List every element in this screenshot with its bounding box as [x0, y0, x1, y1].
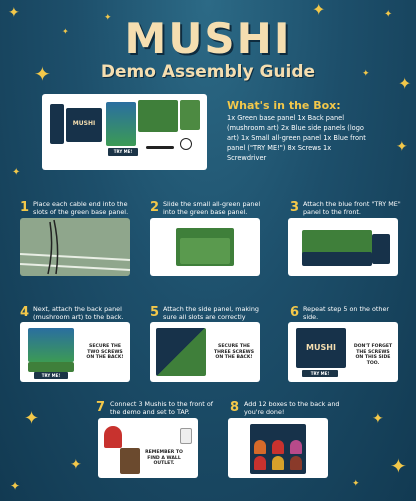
base-panel-green — [28, 362, 74, 372]
star-icon: ✦ — [312, 0, 326, 19]
step-6-image — [288, 322, 398, 382]
page-title: MUSHI — [124, 14, 292, 63]
step-6-text: Repeat step 5 on the other side. — [303, 305, 390, 321]
star-icon: ✦ — [34, 62, 51, 86]
side-panel-blue — [156, 328, 206, 376]
cable-icon — [20, 218, 130, 276]
demo-stand — [120, 448, 140, 474]
outlet-icon — [180, 428, 192, 444]
box-contents-text: 1x Green base panel 1x Back panel (mushroom art) 2x Blue side panels (logo art) 1x Small all-green panel 1x Blue front panel ("TRY ME!") 8x Screws 1x Screwdriver — [227, 114, 366, 162]
star-icon: ✦ — [384, 9, 393, 20]
star-icon: ✦ — [352, 479, 360, 489]
mushi-toy-icon — [104, 426, 122, 448]
mushi-box-icon — [272, 440, 284, 454]
page-subtitle: Demo Assembly Guide — [100, 62, 316, 82]
box-contents-image — [42, 94, 207, 170]
star-icon: ✦ — [390, 454, 407, 478]
mushi-box-icon — [290, 456, 302, 470]
box-heading: What's in the Box: — [227, 99, 341, 112]
star-icon: ✦ — [24, 408, 40, 429]
step-3-image — [288, 218, 398, 276]
step-1-number: 1 — [20, 200, 30, 215]
small-green-panel — [180, 238, 230, 264]
cable-icon — [180, 138, 192, 150]
step-7-number: 7 — [96, 400, 106, 415]
star-icon: ✦ — [62, 27, 69, 36]
tryme-panel: TRY ME! — [302, 370, 338, 377]
base-panel-green — [138, 100, 178, 132]
logo-text: MUSHI — [72, 120, 96, 127]
step-2-text: Slide the small all-green panel into the green base panel. — [163, 200, 261, 216]
step-5-number: 5 — [150, 305, 160, 320]
step-5-callout: SECURE THE THREE SCREWS ON THE BACK! — [213, 344, 255, 360]
tryme-panel: TRY ME! — [34, 372, 68, 379]
mushi-box-icon — [254, 440, 266, 454]
tryme-panel — [302, 252, 372, 266]
side-panel-blue — [50, 104, 64, 144]
side-panel-blue — [372, 234, 390, 264]
logo-text: MUSHI — [306, 343, 336, 352]
step-1-text: Place each cable end into the slots of the green base panel. — [33, 200, 129, 216]
step-8-image — [228, 418, 328, 478]
step-3-number: 3 — [290, 200, 300, 215]
star-icon: ✦ — [362, 69, 370, 79]
star-icon: ✦ — [8, 5, 20, 21]
step-8-text: Add 12 boxes to the back and you're done! — [244, 400, 340, 416]
side-panel-logo — [66, 108, 102, 142]
step-7-image — [98, 418, 198, 478]
screwdriver-icon — [146, 146, 174, 149]
step-7-text: Connect 3 Mushis to the front of the demo and set to TAP. — [110, 400, 213, 416]
mushi-box-icon — [254, 456, 266, 470]
star-icon: ✦ — [398, 74, 412, 93]
star-icon: ✦ — [396, 139, 408, 155]
step-4-callout: SECURE THE TWO SCREWS ON THE BACK! — [86, 344, 124, 360]
star-icon: ✦ — [10, 479, 21, 493]
step-4-image — [20, 322, 130, 382]
step-8-number: 8 — [230, 400, 240, 415]
star-icon: ✦ — [104, 13, 112, 23]
step-6-number: 6 — [290, 305, 300, 320]
step-6-callout: DON'T FORGET THE SCREWS ON THIS SIDE TOO. — [353, 344, 393, 366]
step-7-callout: REMEMBER TO FIND A WALL OUTLET. — [145, 450, 183, 466]
back-panel-art — [28, 328, 74, 362]
step-4-text: Next, attach the back panel (mushroom art) to the back. — [33, 305, 124, 321]
step-5-text: Attach the side panel, making sure all slots are correctly — [163, 305, 259, 321]
back-panel-art — [106, 102, 136, 146]
tryme-panel: TRY ME! — [108, 148, 138, 156]
step-2-number: 2 — [150, 200, 160, 215]
step-2-image — [150, 218, 260, 276]
star-icon: ✦ — [12, 167, 21, 178]
step-5-image — [150, 322, 260, 382]
step-4-number: 4 — [20, 305, 30, 320]
mushi-box-icon — [272, 456, 284, 470]
step-3-text: Attach the blue front "TRY ME" panel to the front. — [303, 200, 401, 216]
step-1-image — [20, 218, 130, 276]
small-green-panel — [180, 100, 200, 130]
side-panel-logo — [296, 328, 346, 368]
star-icon: ✦ — [372, 411, 384, 427]
star-icon: ✦ — [70, 457, 82, 473]
mushi-box-icon — [290, 440, 302, 454]
